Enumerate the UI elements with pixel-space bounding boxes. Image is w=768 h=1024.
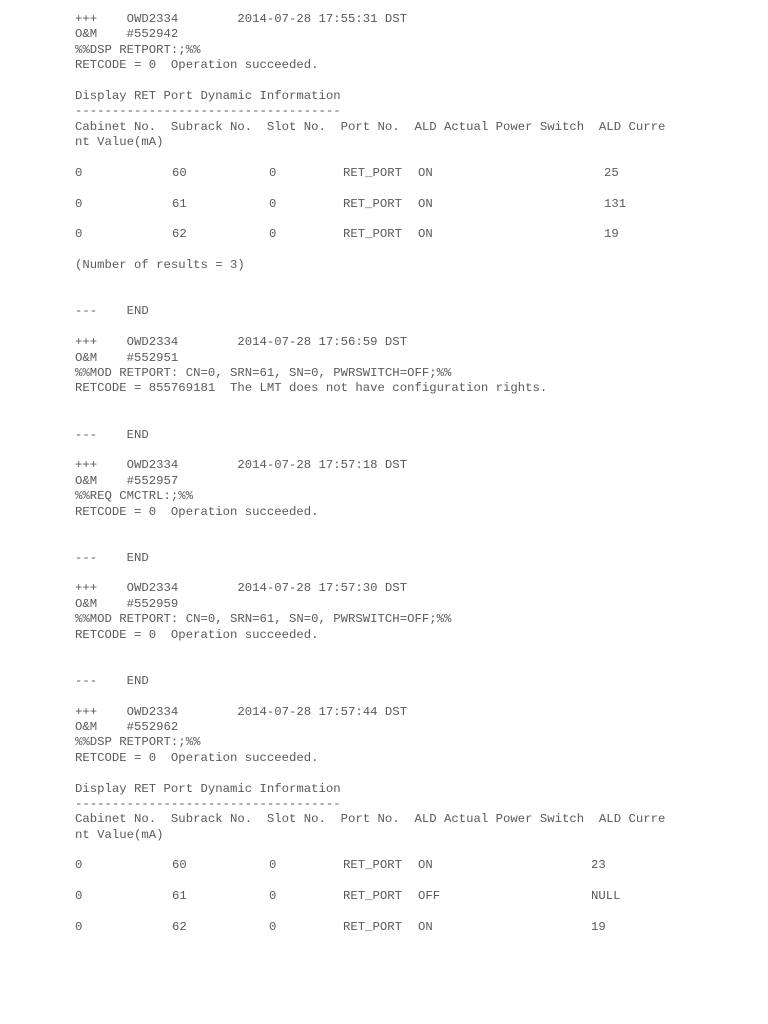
cabinet-no: 0	[75, 165, 83, 180]
message-end: --- END	[75, 673, 149, 688]
power-switch: ON	[418, 227, 433, 242]
message-header: +++ OWD2334 2014-07-28 17:57:44 DST	[75, 704, 408, 719]
port-no: RET_PORT	[343, 889, 403, 904]
cabinet-no: 0	[75, 227, 83, 242]
message-retcode: RETCODE = 0 Operation succeeded.	[75, 750, 319, 765]
message-command: %%DSP RETPORT:;%%	[75, 42, 201, 57]
message-om-id: O&M #552959	[75, 596, 179, 611]
current-value: 19	[604, 227, 619, 242]
message-end: --- END	[75, 304, 149, 319]
message-retcode: RETCODE = 0 Operation succeeded.	[75, 58, 319, 73]
power-switch: ON	[418, 165, 433, 180]
subrack-no: 60	[172, 165, 187, 180]
table-row	[75, 227, 765, 242]
table-rule: ------------------------------------	[75, 796, 341, 811]
power-switch: ON	[418, 920, 433, 935]
message-retcode: RETCODE = 855769181 The LMT does not have configuration rights.	[75, 381, 548, 396]
port-no: RET_PORT	[343, 227, 403, 242]
slot-no: 0	[269, 889, 277, 904]
current-value: 19	[591, 920, 606, 935]
port-no: RET_PORT	[343, 196, 403, 211]
message-header: +++ OWD2334 2014-07-28 17:55:31 DST	[75, 12, 408, 26]
slot-no: 0	[269, 858, 277, 873]
slot-no: 0	[269, 196, 277, 211]
table-header-wrap: nt Value(mA)	[75, 135, 164, 150]
power-switch: ON	[418, 858, 433, 873]
cabinet-no: 0	[75, 196, 83, 211]
message-om-id: O&M #552957	[75, 473, 179, 488]
subrack-no: 61	[172, 889, 187, 904]
result-count: (Number of results = 3)	[75, 258, 245, 273]
subrack-no: 62	[172, 227, 187, 242]
subrack-no: 61	[172, 196, 187, 211]
table-row	[75, 858, 765, 873]
table-title: Display RET Port Dynamic Information	[75, 88, 341, 103]
table-title: Display RET Port Dynamic Information	[75, 781, 341, 796]
message-end: --- END	[75, 427, 149, 442]
table-row	[75, 889, 765, 904]
power-switch: ON	[418, 196, 433, 211]
current-value: 23	[591, 858, 606, 873]
port-no: RET_PORT	[343, 920, 403, 935]
table-header: Cabinet No. Subrack No. Slot No. Port No. ALD Actual Power Switch ALD Curre	[75, 812, 666, 827]
message-command: %%MOD RETPORT: CN=0, SRN=61, SN=0, PWRSWITCH=OFF;%%	[75, 612, 452, 627]
slot-no: 0	[269, 920, 277, 935]
power-switch: OFF	[418, 889, 441, 904]
message-end: --- END	[75, 550, 149, 565]
message-header: +++ OWD2334 2014-07-28 17:56:59 DST	[75, 335, 408, 350]
cabinet-no: 0	[75, 889, 83, 904]
message-header: +++ OWD2334 2014-07-28 17:57:30 DST	[75, 581, 408, 596]
message-retcode: RETCODE = 0 Operation succeeded.	[75, 504, 319, 519]
message-command: %%MOD RETPORT: CN=0, SRN=61, SN=0, PWRSWITCH=OFF;%%	[75, 365, 452, 380]
cabinet-no: 0	[75, 920, 83, 935]
slot-no: 0	[269, 165, 277, 180]
message-header: +++ OWD2334 2014-07-28 17:57:18 DST	[75, 458, 408, 473]
port-no: RET_PORT	[343, 858, 403, 873]
mml-log	[75, 12, 765, 935]
current-value: NULL	[591, 889, 621, 904]
table-row	[75, 166, 765, 181]
message-command: %%DSP RETPORT:;%%	[75, 735, 201, 750]
slot-no: 0	[269, 227, 277, 242]
table-header: Cabinet No. Subrack No. Slot No. Port No. ALD Actual Power Switch ALD Curre	[75, 119, 666, 134]
table-row	[75, 920, 765, 935]
cabinet-no: 0	[75, 858, 83, 873]
subrack-no: 62	[172, 920, 187, 935]
current-value: 25	[604, 165, 619, 180]
message-command: %%REQ CMCTRL:;%%	[75, 489, 194, 504]
message-om-id: O&M #552951	[75, 350, 179, 365]
table-rule: ------------------------------------	[75, 104, 341, 119]
subrack-no: 60	[172, 858, 187, 873]
message-retcode: RETCODE = 0 Operation succeeded.	[75, 627, 319, 642]
port-no: RET_PORT	[343, 165, 403, 180]
message-om-id: O&M #552962	[75, 719, 179, 734]
current-value: 131	[604, 196, 627, 211]
table-row	[75, 197, 765, 212]
table-header-wrap: nt Value(mA)	[75, 827, 164, 842]
message-om-id: O&M #552942	[75, 27, 179, 42]
